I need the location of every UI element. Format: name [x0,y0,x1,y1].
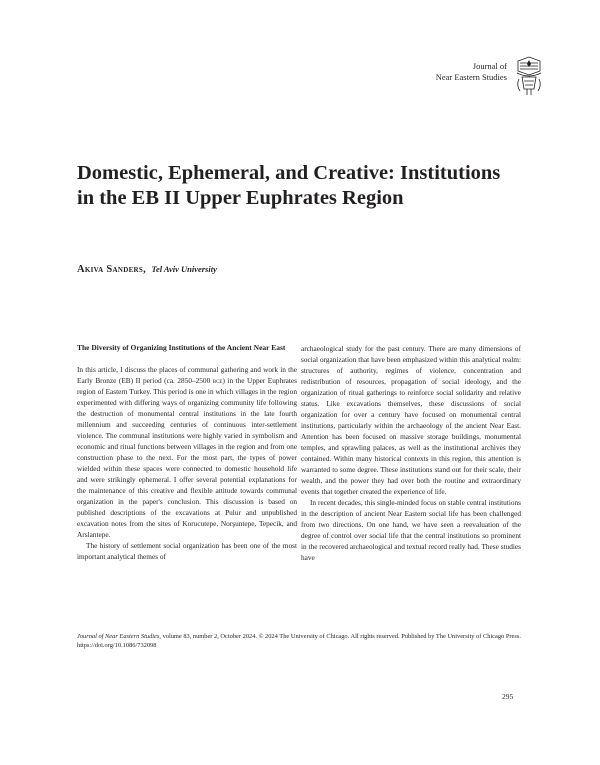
footer-citation-text: volume 83, number 2, October 2024. © 2024 The University of Chicago. All rights reserved. Published by The University of Chicago Press. https://doi.org/10.1086/732098 [77,633,521,649]
article-title: Domestic, Ephemeral, and Creative: Institutions in the EB II Upper Euphrates Region [77,162,501,209]
journal-name-line1: Journal of [472,61,507,71]
body-paragraph: archaeological study for the past century. There are many dimensions of social organization that have been emphasized within this analytical realm: structures of authority, regimes of violence, concentration and redistribution of resources, propagation of social ideology, and the organization of ritual gatherings to reinforce social solidarity and relative status. Like excavations themselves, these discussions of social organization for over a century have focused on monumental central institutions, particularly within the archaeology of the ancient Near East. Attention has been focused on massive storage buildings, monumental temples, and sprawling palaces, as well as the institutional archives they contained. Within many historical contexts in this region, this attention is warranted to some degree. These institutions stand out for their scale, their wealth, and the power they had over both the routine and extraordinary events that together created the experience of life. [301,344,521,496]
right-column [301,343,521,563]
author-name: Akiva Sanders, [77,264,147,275]
author-affiliation: Tel Aviv University [151,264,217,274]
left-column [77,343,297,562]
page-number: 295 [502,692,514,701]
body-paragraph: In this article, I discuss the places of communal gathering and work in the Early Bronze (EB) II period (ca. 2850–2500 bce) in the Upper Euphrates region of Eastern Turkey. This period is one in which villages in the region experimented with differing ways of organizing community life following the destruction of monumental central institutions in the late fourth millennium and succeeding centuries of continuous inter-settlement violence. The communal institutions were highly varied in symbolism and economic and ritual functions between villages in the region and from one construction phase to the next. For the most part, the types of power wielded within these spaces were connected to domestic household life and were strikingly ephemeral. I offer several potential explanations for the maintenance of this creative and flexible attitude towards communal organization in the paper's conclusion. This discussion is based on published descriptions of the excavations at Pulur and unpublished excavation notes from the sites of Korucutepe, Norşuntepe, Tepecik, and Arslantepe. [77,364,297,539]
journal-masthead [436,61,507,83]
citation-footer [77,632,524,650]
body-paragraph: The history of settlement social organization has been one of the most important analytical themes of [77,540,297,561]
body-paragraph: In recent decades, this single-minded focus on stable central institutions in the description of ancient Near Eastern social life has been challenged from two directions. On one hand, we have seen a reevaluation of the degree of control over social life that the central institutions so prominent in the recovered archaeological and textual record really had. These studies have [301,498,521,562]
journal-emblem-icon [514,55,544,97]
section-heading: The Diversity of Organizing Institutions of the Ancient Near East [77,343,286,352]
author-line [77,264,217,275]
footer-journal-name: Journal of Near Eastern Studies, [77,633,161,640]
journal-name-line2: Near Eastern Studies [435,72,507,82]
